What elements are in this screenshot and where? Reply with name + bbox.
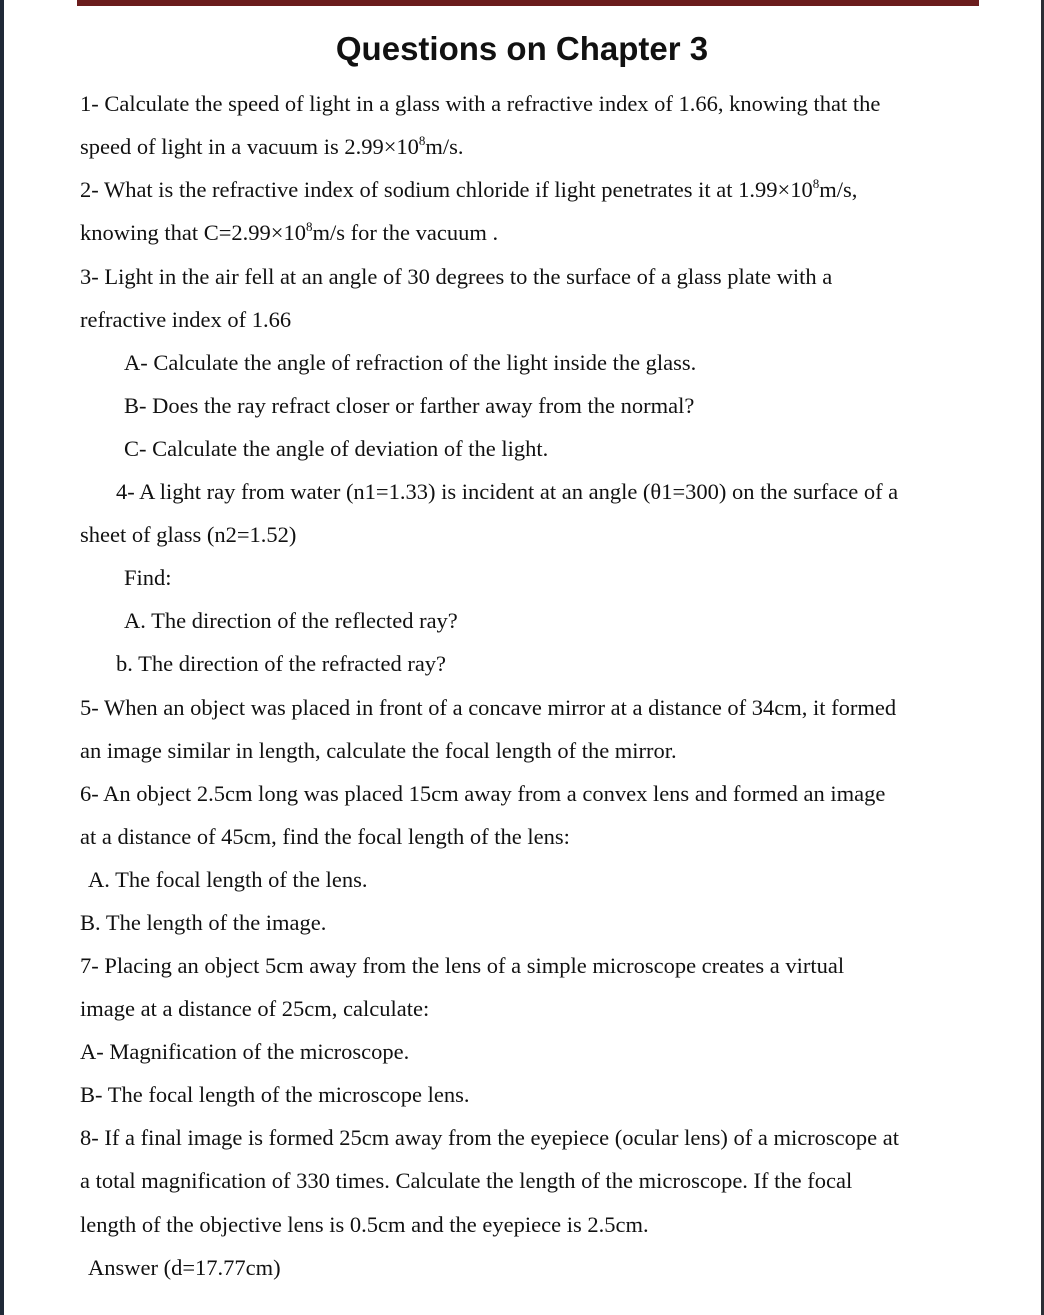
question-6-part-b: B. The length of the image.	[80, 910, 327, 935]
question-4-line-1: 4- A light ray from water (n1=1.33) is incident at an angle (θ1=300) on the surface of a	[116, 479, 899, 504]
question-8-line-3: length of the objective lens is 0.5cm and the eyepiece is 2.5cm.	[80, 1212, 649, 1237]
question-3-part-a: A- Calculate the angle of refraction of the light inside the glass.	[124, 350, 697, 375]
question-2-line-1: 2- What is the refractive index of sodium chloride if light penetrates it at $1.99\times 10^8m/s$,	[80, 176, 858, 202]
question-4-line-2: sheet of glass (n2=1.52)	[80, 522, 297, 547]
question-2-line-2: knowing that $C=2.99\times 10^8m/s$ for the vacuum .	[80, 219, 499, 245]
question-4-part-b: b. The direction of the refracted ray?	[116, 651, 447, 676]
question-3-part-c: C- Calculate the angle of deviation of the light.	[124, 436, 549, 461]
question-3-line-1: 3- Light in the air fell at an angle of 30 degrees to the surface of a glass plate with a	[80, 264, 833, 289]
question-7-line-2: image at a distance of 25cm, calculate:	[80, 996, 430, 1021]
question-7-line-1: 7- Placing an object 5cm away from the lens of a simple microscope creates a virtual	[80, 953, 845, 978]
question-6-part-a: A. The focal length of the lens.	[88, 867, 368, 892]
question-7-part-a: A- Magnification of the microscope.	[80, 1039, 410, 1064]
question-5-line-1: 5- When an object was placed in front of a concave mirror at a distance of 34cm, it formed	[80, 695, 897, 720]
page-title: Questions on Chapter 3	[335, 30, 709, 67]
question-4-find: Find:	[124, 565, 172, 590]
question-8-answer: Answer (d=17.77cm)	[88, 1255, 281, 1280]
question-1-line-2: speed of light in a vacuum is $2.99\times 10^8m/s$.	[80, 133, 464, 159]
question-8-line-2: a total magnification of 330 times. Calculate the length of the microscope. If the focal	[80, 1168, 853, 1193]
question-5-line-2: an image similar in length, calculate the focal length of the mirror.	[80, 738, 677, 763]
question-4-part-a: A. The direction of the reflected ray?	[124, 608, 458, 633]
question-3-part-b: B- Does the ray refract closer or farther away from the normal?	[124, 393, 695, 418]
question-1-line-1: 1- Calculate the speed of light in a glass with a refractive index of 1.66, knowing that the	[80, 91, 881, 116]
left-page-edge	[0, 0, 4, 1315]
question-8-line-1: 8- If a final image is formed 25cm away from the eyepiece (ocular lens) of a microscope at	[80, 1125, 900, 1150]
question-6-line-2: at a distance of 45cm, find the focal length of the lens:	[80, 824, 570, 849]
question-7-part-b: B- The focal length of the microscope lens.	[80, 1082, 470, 1107]
question-3-line-2: refractive index of 1.66	[80, 307, 292, 332]
question-6-line-1: 6- An object 2.5cm long was placed 15cm away from a convex lens and formed an image	[80, 781, 886, 806]
top-rule	[77, 0, 979, 6]
